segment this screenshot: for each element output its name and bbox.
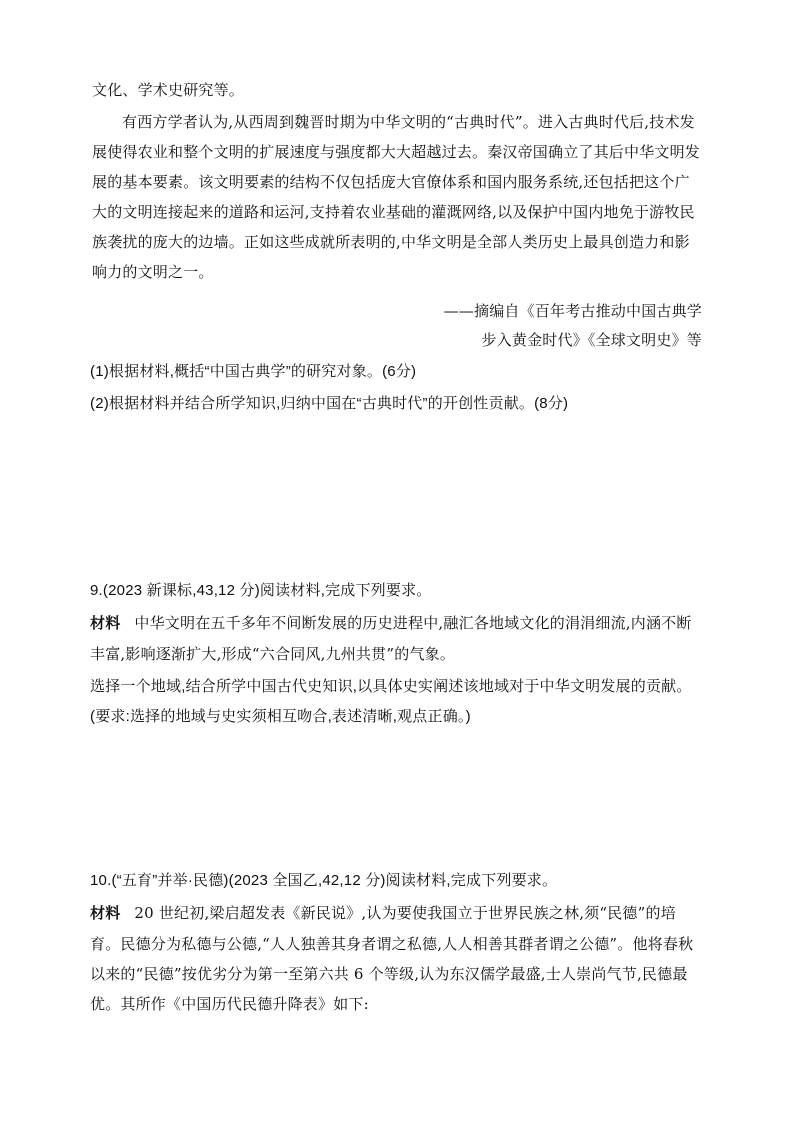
question-9-task: 选择一个地域,结合所学中国古代史知识,以具体史实阐述该地域对于中华文明发展的贡献。(要求:选择的地域与史实须相互吻合,表述清晰,观点正确。) <box>90 678 692 725</box>
question-8-part-2: (2)根据材料并结合所学知识,归纳中国在“古典时代”的开创性贡献。(8分) <box>90 395 569 412</box>
question-9-header: 9.(2023 新课标,43,12 分)阅读材料,完成下列要求。 <box>90 582 432 599</box>
source-citation-line-2: 步入黄金时代》《全球文明史》等 <box>481 331 702 349</box>
question-8-part-1: (1)根据材料,概括“中国古典学”的研究对象。(6分) <box>90 363 417 380</box>
material-text: 中华文明在五千多年不间断发展的历史进程中,融汇各地域文化的涓涓细流,内涵不断丰富,影响逐渐扩大,形成“六合同风,九州共贯”的气象。 <box>90 614 692 663</box>
material-8-continuation: 文化、学术史研究等。 <box>92 81 245 99</box>
source-citation-line-1: ——摘编自《百年考古推动中国古典学 <box>443 302 702 320</box>
material-8-paragraph: 有西方学者认为,从西周到魏晋时期为中华文明的“古典时代”。进入古典时代后,技术发展使得农业和整个文明的扩展速度与强度都大大超越过去。秦汉帝国确立了其后中华文明发展的基本要素。该文明要素的结构不仅包括庞大官僚体系和国内服务系统,还包括把这个广大的文明连接起来的道路和运河,支持着农业基础的灌溉网络,以及保护中国内地免于游牧民族袭扰的庞大的边墙。正如这些成就所表明的,中华文明是全部人类历史上最具创造力和影响力的文明之一。 <box>92 113 701 281</box>
material-label: 材料 <box>90 905 121 922</box>
question-10-header: 10.(“五育”并举·民德)(2023 全国乙,42,12 分)阅读材料,完成下列要求。 <box>90 872 558 889</box>
material-label: 材料 <box>90 615 121 632</box>
question-10-material <box>90 898 700 1019</box>
material-text: 20 世纪初,梁启超发表《新民说》,认为要使我国立于世界民族之林,须“民德”的培育。民德分为私德与公德,“人人独善其身者谓之私德,人人相善其群者谓之公德”。他将春秋以来的“民德”按优劣分为第一至第六共 6 个等级,认为东汉儒学最盛,士人崇尚气节,民德最优。其所作《中国历代民德升降表》如下: <box>90 904 694 1013</box>
question-9-material <box>90 608 700 669</box>
